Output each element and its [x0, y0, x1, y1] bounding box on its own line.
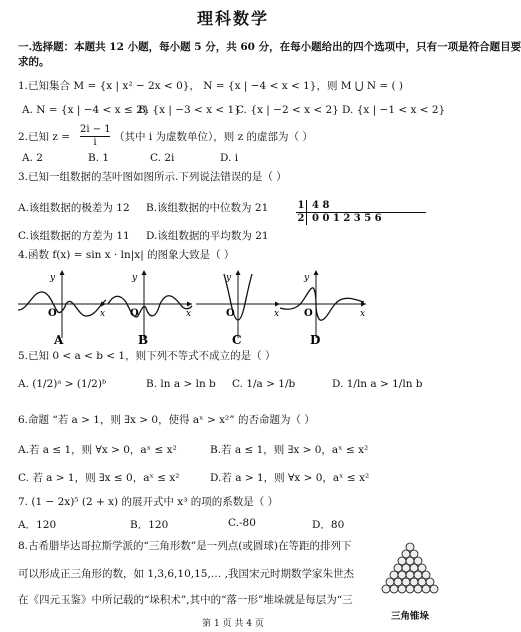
axis-label-x: x: [360, 309, 366, 319]
q8-line2: 可以形成正三角形的数，如 1,3,6,10,15,… ,我国宋元时期数学家朱世杰: [18, 568, 354, 580]
q1-option-b: B. {x | −3 < x < 1}: [138, 104, 241, 116]
q1-option-a: A. N = {x | −4 < x ≤ 2}: [22, 104, 150, 116]
q4-graphs: [10, 264, 450, 346]
q3-option-a: A.该组数据的极差为 12: [18, 202, 130, 214]
q8-line1: 8.古希腊毕达哥拉斯学派的“三角形数”是一列点(或圆球)在等距的排列下: [18, 540, 352, 552]
origin-label: O: [130, 308, 139, 319]
origin-label: O: [226, 308, 235, 319]
axis-label-x: x: [186, 309, 192, 319]
graph-label-d: D: [310, 333, 321, 347]
q5-stem: 5.已知 0 < a < b < 1，则下列不等式不成立的是（ ）: [18, 350, 276, 362]
q6-option-c: C. 若 a > 1，则 ∃x ≤ 0，aˣ ≤ x²: [18, 472, 180, 484]
q3-stem: 3.已知一组数据的茎叶图如图所示.下列说法错误的是（ ）: [18, 171, 287, 183]
q2-stem-suffix: （其中 i 为虚数单位），则 z 的虚部为（ ）: [114, 131, 313, 143]
graph-c: [196, 270, 280, 347]
q5-option-d: D. 1/ln a > 1/ln b: [332, 378, 423, 390]
q2-fraction-denominator: i: [93, 137, 97, 148]
q5-option-a: A. (1/2)ᵃ > (1/2)ᵇ: [18, 378, 107, 390]
q2-fraction: [80, 124, 110, 149]
q1-option-d: D. {x | −1 < x < 2}: [342, 104, 446, 116]
q1-option-c: C. {x | −2 < x < 2}: [236, 104, 339, 116]
q7-option-c: C.-80: [228, 517, 256, 529]
q7-option-d: D．80: [312, 519, 345, 531]
graph-label-c: C: [232, 333, 242, 347]
q2-fraction-numerator: 2i − 1: [80, 124, 111, 135]
stem-leaf-leaves: 0 0 1 2 3 5 6: [306, 213, 382, 225]
page-title: 理科数学: [196, 9, 269, 28]
q7-stem: 7. (1 − 2x)⁵ (2 + x) 的展开式中 x³ 的项的系数是（ ）: [18, 496, 279, 508]
axis-label-y: y: [226, 273, 232, 283]
q2-stem-prefix: 2.已知 z =: [18, 131, 71, 143]
axis-label-x: x: [100, 309, 106, 319]
ball-pyramid-figure: [372, 541, 448, 605]
stem-leaf-leaves: 4 8: [306, 200, 329, 212]
axis-label-y: y: [304, 273, 310, 283]
stem-leaf-stem: 1: [297, 200, 305, 211]
stem-leaf-row-2: [296, 212, 426, 225]
q1-stem: 1.已知集合 M = {x | x² − 2x < 0}， N = {x | −4 < x < 1}，则 M ⋃ N = ( ): [18, 80, 404, 92]
q3-option-d: D.该组数据的平均数为 21: [146, 230, 269, 242]
q6-option-a: A.若 a ≤ 1，则 ∀x > 0，aˣ ≤ x²: [18, 444, 177, 456]
q7-option-a: A．120: [18, 519, 57, 531]
q6-option-b: B.若 a ≤ 1，则 ∃x > 0，aˣ ≤ x²: [210, 444, 369, 456]
graph-label-b: B: [138, 333, 149, 347]
q2-option-a: A. 2: [22, 152, 43, 164]
ball-pyramid-caption: 三角锥垛: [390, 611, 429, 622]
stem-leaf-row-1: [296, 200, 426, 212]
graph-b: [106, 270, 192, 347]
section-header-line1: 一.选择题：本题共 12 小题，每小题 5 分，共 60 分，在每小题给出的四个选项中，只有一项是符合题目要: [18, 41, 521, 53]
axis-label-y: y: [132, 273, 138, 283]
q5-option-b: B. ln a > ln b: [146, 378, 216, 390]
q7-option-b: B．120: [130, 519, 169, 531]
q8-line3: 在《四元玉鉴》中所记载的“垛积术”,其中的“落一形”堆垛就是每层为“三: [18, 594, 353, 606]
q3-option-c: C.该组数据的方差为 11: [18, 230, 130, 242]
graph-d: [278, 270, 366, 347]
q5-option-c: C. 1/a > 1/b: [232, 378, 296, 390]
axis-label-x: x: [274, 309, 280, 319]
stem-leaf-stem: 2: [297, 213, 305, 224]
q6-stem: 6.命题 “若 a > 1，则 ∃x > 0，使得 aˣ > x²” 的否命题为（ ）: [18, 414, 315, 426]
q2-option-c: C. 2i: [150, 152, 175, 164]
origin-label: O: [48, 308, 57, 319]
section-header-line2: 求的。: [18, 56, 50, 68]
origin-label: O: [304, 308, 313, 319]
axis-label-y: y: [50, 273, 56, 283]
q4-stem: 4.函数 f(x) = sin x · ln|x| 的图象大致是（ ）: [18, 249, 235, 261]
graph-a: [18, 270, 106, 347]
page-footer: 第 1 页 共 4 页: [202, 619, 264, 629]
q2-option-d: D. i: [220, 152, 239, 164]
stem-leaf-plot: [296, 200, 426, 225]
q2-option-b: B. 1: [88, 152, 110, 164]
q3-option-b: B.该组数据的中位数为 21: [146, 202, 269, 214]
graph-label-a: A: [54, 333, 64, 347]
q6-option-d: D.若 a > 1，则 ∀x > 0，aˣ ≤ x²: [210, 472, 370, 484]
